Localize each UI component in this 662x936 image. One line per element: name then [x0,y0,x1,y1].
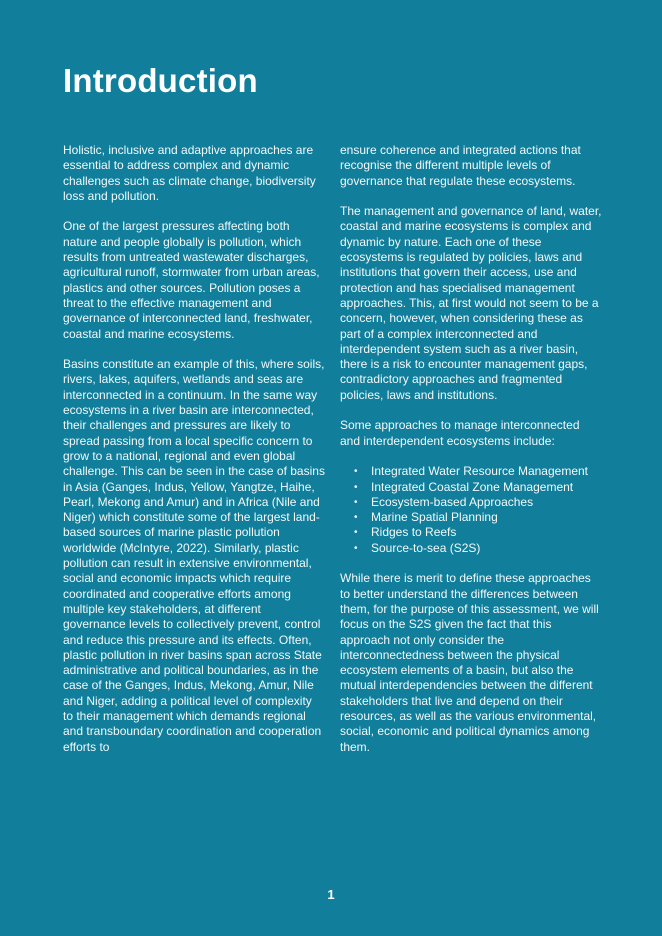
page-title: Introduction [63,62,258,99]
approaches-list [340,464,602,556]
list-item [354,495,602,510]
management-paragraph: The management and governance of land, water, coastal and marine ecosystems is complex and dynamic by nature. Each one of these ecosystems is regulated by policies, laws and institutions that govern their access, use and protection and has specialised management approaches. This, at first would not seem to be a concern, however, when considering these as part of a complex interconnected and interdependent system such as a river basin, there is a risk to encounter management gaps, contradictory approaches and fragmented policies, laws and institutions. [340,204,602,402]
bullet-icon: • [354,527,358,539]
right-column [340,143,602,770]
list-item-label: Integrated Coastal Zone Management [371,479,574,494]
left-column [63,143,325,770]
list-item-label: Marine Spatial Planning [371,510,498,525]
list-item-label: Integrated Water Resource Management [371,464,589,479]
basins-paragraph: Basins constitute an example of this, where soils, rivers, lakes, aquifers, wetlands and seas are interconnected in a continuum. In the same way ecosystems in a river basin are interconnected, their challenges and pressures are likely to spread passing from a local specific concern to grow to a national, regional and even global challenge. This can be seen in the case of basins in Asia (Ganges, Indus, Yellow, Yangtze, Haihe, Pearl, Mekong and Amur) and in Africa (Nile and Niger) which constitute some of the largest land-based sources of marine plastic pollution worldwide (McIntyre, 2022). Similarly, plastic pollution can result in extensive environmental, social and economic impacts which require coordinated and cooperative efforts among multiple key stakeholders, at different governance levels to collectively prevent, control and reduce this pressure and its effects. Often, plastic pollution in river basins span across State administrative and political boundaries, as in the case of the Ganges, Indus, Mekong, Amur, Nile and Niger, adding a political level of complexity to their management which demands regional and transboundary coordination and cooperation efforts to [63,357,325,754]
bullet-icon: • [354,496,358,508]
list-item [354,525,602,540]
list-item [354,541,602,556]
pollution-paragraph: One of the largest pressures affecting both nature and people globally is pollution, which results from untreated wastewater discharges, agricultural runoff, stormwater from urban areas, plastics and other sources. Pollution poses a threat to the effective management and governance of interconnected land, freshwater, coastal and marine ecosystems. [63,219,320,341]
list-item-label: Ridges to Reefs [371,525,457,540]
bullet-icon: • [354,481,358,493]
bullet-icon: • [354,466,358,478]
bullet-icon: • [354,512,358,524]
list-item [354,480,602,495]
page-number: 1 [327,887,335,902]
bullet-icon: • [354,542,358,554]
s2s-focus-paragraph: While there is merit to define these approaches to better understand the differences between them, for the purpose of this assessment, we will focus on the S2S given the fact that this approach not only consider the interconnectedness between the physical ecosystem elements of a basin, but also the mutual interdependencies between the different stakeholders that live and depend on their resources, as well as the various environmental, social, economic and political dynamics among them. [340,571,599,754]
list-item-label: Ecosystem-based Approaches [371,494,534,509]
approaches-intro-paragraph: Some approaches to manage interconnected and interdependent ecosystems include: [340,418,580,448]
coherence-paragraph: ensure coherence and integrated actions that recognise the different multiple levels of governance that regulate these ecosystems. [340,143,581,188]
list-item-label: Source-to-sea (S2S) [371,540,481,555]
list-item [354,464,602,479]
intro-paragraph: Holistic, inclusive and adaptive approaches are essential to address complex and dynamic challenges such as climate change, biodiversity loss and pollution. [63,143,316,203]
list-item [354,510,602,525]
